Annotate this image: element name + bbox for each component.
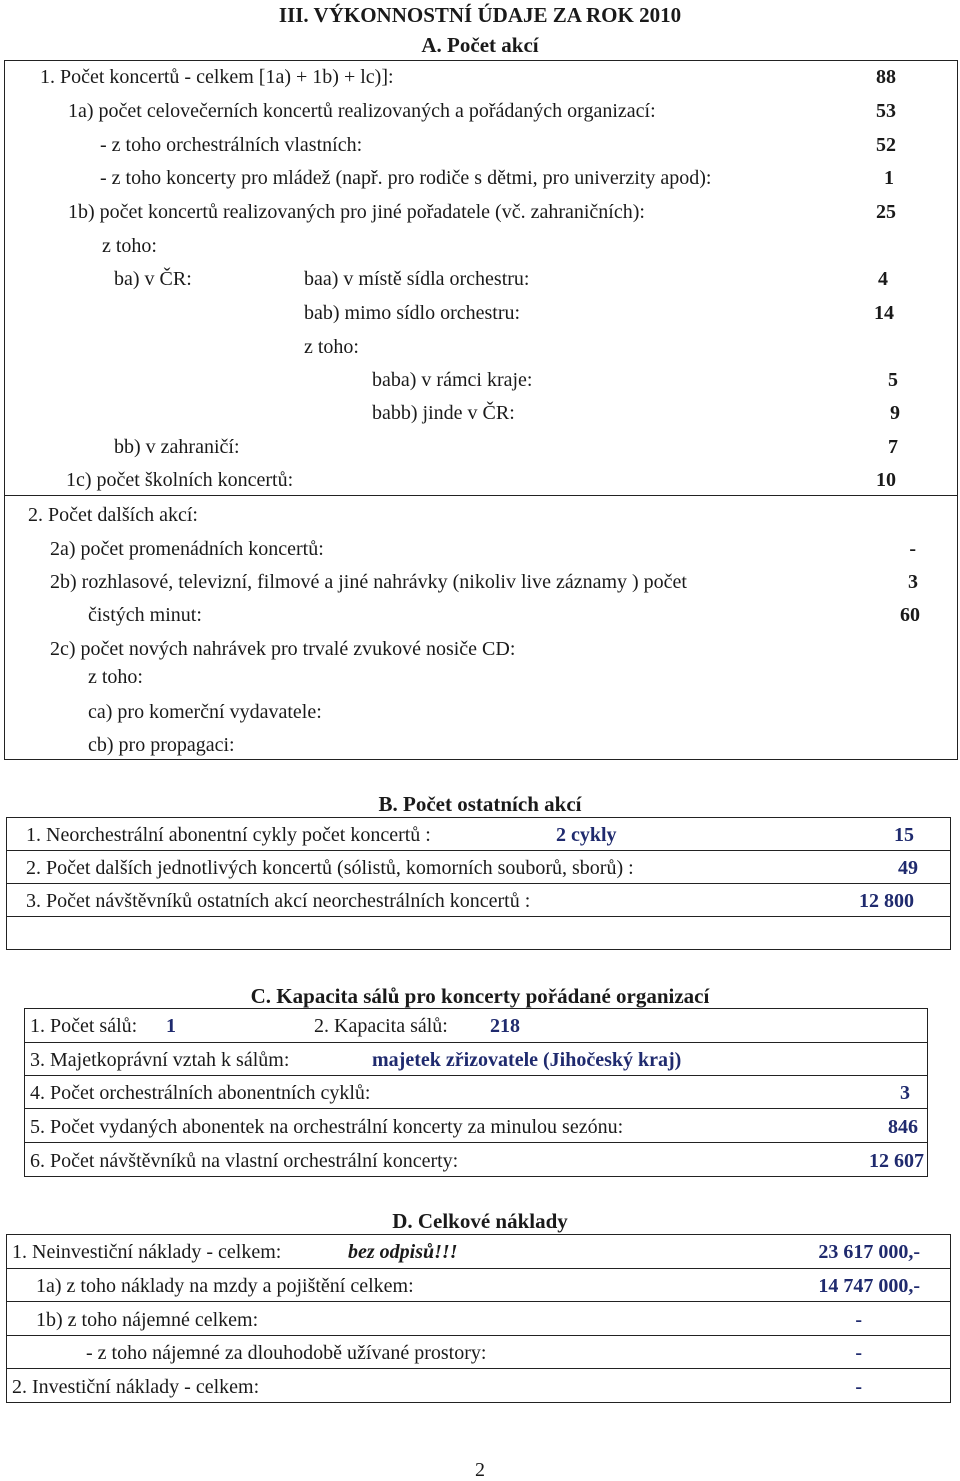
section-a-title: A. Počet akcí — [421, 33, 539, 57]
row-1b-label: 1b) počet koncertů realizovaných pro jiné pořadatele (vč. zahraničních): — [68, 201, 645, 223]
row-d1c-value: - — [855, 1342, 862, 1364]
row-c4-value: 3 — [900, 1082, 910, 1104]
row-b3-value: 12 800 — [859, 890, 914, 912]
divider — [24, 1042, 928, 1043]
row-babb-label: babb) jinde v ČR: — [372, 402, 515, 424]
divider — [24, 1075, 928, 1076]
divider — [6, 1301, 951, 1302]
row-2a-label: 2a) počet promenádních koncertů: — [50, 538, 324, 560]
row-c5-label: 5. Počet vydaných abonentek na orchestrální koncerty za minulou sezónu: — [30, 1116, 624, 1138]
row-1-label: 1. Počet koncertů - celkem [1a) + 1b) + lc)]: — [40, 66, 394, 88]
row-d1a-value: 14 747 000,- — [818, 1275, 920, 1297]
row-c6-value: 12 607 — [869, 1150, 924, 1172]
row-bb-label: bb) v zahraničí: — [114, 436, 240, 458]
row-2b-value: 3 — [908, 571, 918, 593]
row-orch-label: - z toho orchestrálních vlastních: — [100, 134, 363, 156]
divider — [6, 850, 951, 851]
row-c1-label: 1. Počet sálů: — [30, 1015, 138, 1037]
row-d1b-value: - — [855, 1309, 862, 1331]
row-baba-value: 5 — [888, 369, 898, 391]
row-1b-value: 25 — [876, 201, 896, 223]
section-b-title: B. Počet ostatních akcí — [378, 792, 582, 816]
row-1c-label: 1c) počet školních koncertů: — [66, 469, 294, 491]
row-c3-value: majetek zřizovatele (Jihočeský kraj) — [372, 1049, 682, 1071]
row-youth-value: 1 — [884, 167, 894, 189]
row-d1a-label: 1a) z toho náklady na mzdy a pojištění celkem: — [36, 1275, 414, 1297]
row-orch-value: 52 — [876, 134, 896, 156]
row-b1-label: 1. Neorchestrální abonentní cykly počet koncertů : — [26, 824, 431, 846]
row-2c-label: 2c) počet nových nahrávek pro trvalé zvukové nosiče CD: — [50, 638, 516, 660]
row-1c-value: 10 — [876, 469, 896, 491]
row-2b-label: 2b) rozhlasové, televizní, filmové a jiné nahrávky (nikoliv live záznamy ) počet — [50, 571, 687, 593]
row-ba-label: ba) v ČR: — [114, 268, 192, 290]
row-b1-cycles: 2 cykly — [556, 824, 617, 846]
row-bab-label: bab) mimo sídlo orchestru: — [304, 302, 521, 324]
row-1-value: 88 — [876, 66, 896, 88]
row-b2-label: 2. Počet dalších jednotlivých koncertů (sólistů, komorních souborů, sborů) : — [26, 857, 634, 879]
row-ca-label: ca) pro komerční vydavatele: — [88, 701, 322, 723]
report-title: III. VÝKONNOSTNÍ ÚDAJE ZA ROK 2010 — [278, 3, 682, 27]
row-youth-label: - z toho koncerty pro mládež (např. pro rodiče s dětmi, pro univerzity apod): — [100, 167, 712, 189]
row-d1-label: 1. Neinvestiční náklady - celkem: — [12, 1241, 282, 1263]
row-cb-label: cb) pro propagaci: — [88, 734, 235, 756]
row-c4-label: 4. Počet orchestrálních abonentních cyklů: — [30, 1082, 371, 1104]
divider — [6, 916, 951, 917]
row-d2-value: - — [855, 1376, 862, 1398]
ztoho-label: z toho: — [88, 666, 143, 688]
row-baa-value: 4 — [878, 268, 888, 290]
row-2a-value: - — [909, 538, 916, 560]
row-babb-value: 9 — [890, 402, 900, 424]
divider — [6, 1335, 951, 1336]
row-bab-value: 14 — [874, 302, 894, 324]
divider — [4, 495, 958, 496]
row-2b-minutes-value: 60 — [900, 604, 920, 626]
section-d-title: D. Celkové náklady — [392, 1209, 568, 1233]
row-baba-label: baba) v rámci kraje: — [372, 369, 533, 391]
row-c5-value: 846 — [888, 1116, 918, 1138]
row-c6-label: 6. Počet návštěvníků na vlastní orchestrální koncerty: — [30, 1150, 459, 1172]
section-c-title: C. Kapacita sálů pro koncerty pořádané organizací — [250, 984, 710, 1008]
ztoho-label: z toho: — [304, 336, 359, 358]
row-d1b-label: 1b) z toho nájemné celkem: — [36, 1309, 259, 1331]
row-d1-note: bez odpisů!!! — [348, 1241, 458, 1263]
row-c1-value: 1 — [166, 1015, 176, 1037]
divider — [6, 1268, 951, 1269]
row-2b-minutes-label: čistých minut: — [88, 604, 202, 626]
row-1a-label: 1a) počet celovečerních koncertů realizovaných a pořádaných organizací: — [68, 100, 656, 122]
row-d2-label: 2. Investiční náklady - celkem: — [12, 1376, 260, 1398]
divider — [24, 1142, 928, 1143]
page-number: 2 — [475, 1459, 485, 1481]
row-1a-value: 53 — [876, 100, 896, 122]
row-d1-value: 23 617 000,- — [818, 1241, 920, 1263]
row-c3-label: 3. Majetkoprávní vztah k sálům: — [30, 1049, 290, 1071]
row-c2-label: 2. Kapacita sálů: — [314, 1015, 448, 1037]
row-b1-value: 15 — [894, 824, 914, 846]
row-c2-value: 218 — [490, 1015, 520, 1037]
row-2-label: 2. Počet dalších akcí: — [28, 504, 198, 526]
ztoho-label: z toho: — [102, 235, 157, 257]
row-d1c-label: - z toho nájemné za dlouhodobě užívané prostory: — [86, 1342, 487, 1364]
row-baa-label: baa) v místě sídla orchestru: — [304, 268, 530, 290]
divider — [6, 1368, 951, 1369]
divider — [6, 883, 951, 884]
row-bb-value: 7 — [888, 436, 898, 458]
divider — [24, 1108, 928, 1109]
row-b3-label: 3. Počet návštěvníků ostatních akcí neorchestrálních koncertů : — [26, 890, 531, 912]
row-b2-value: 49 — [898, 857, 918, 879]
